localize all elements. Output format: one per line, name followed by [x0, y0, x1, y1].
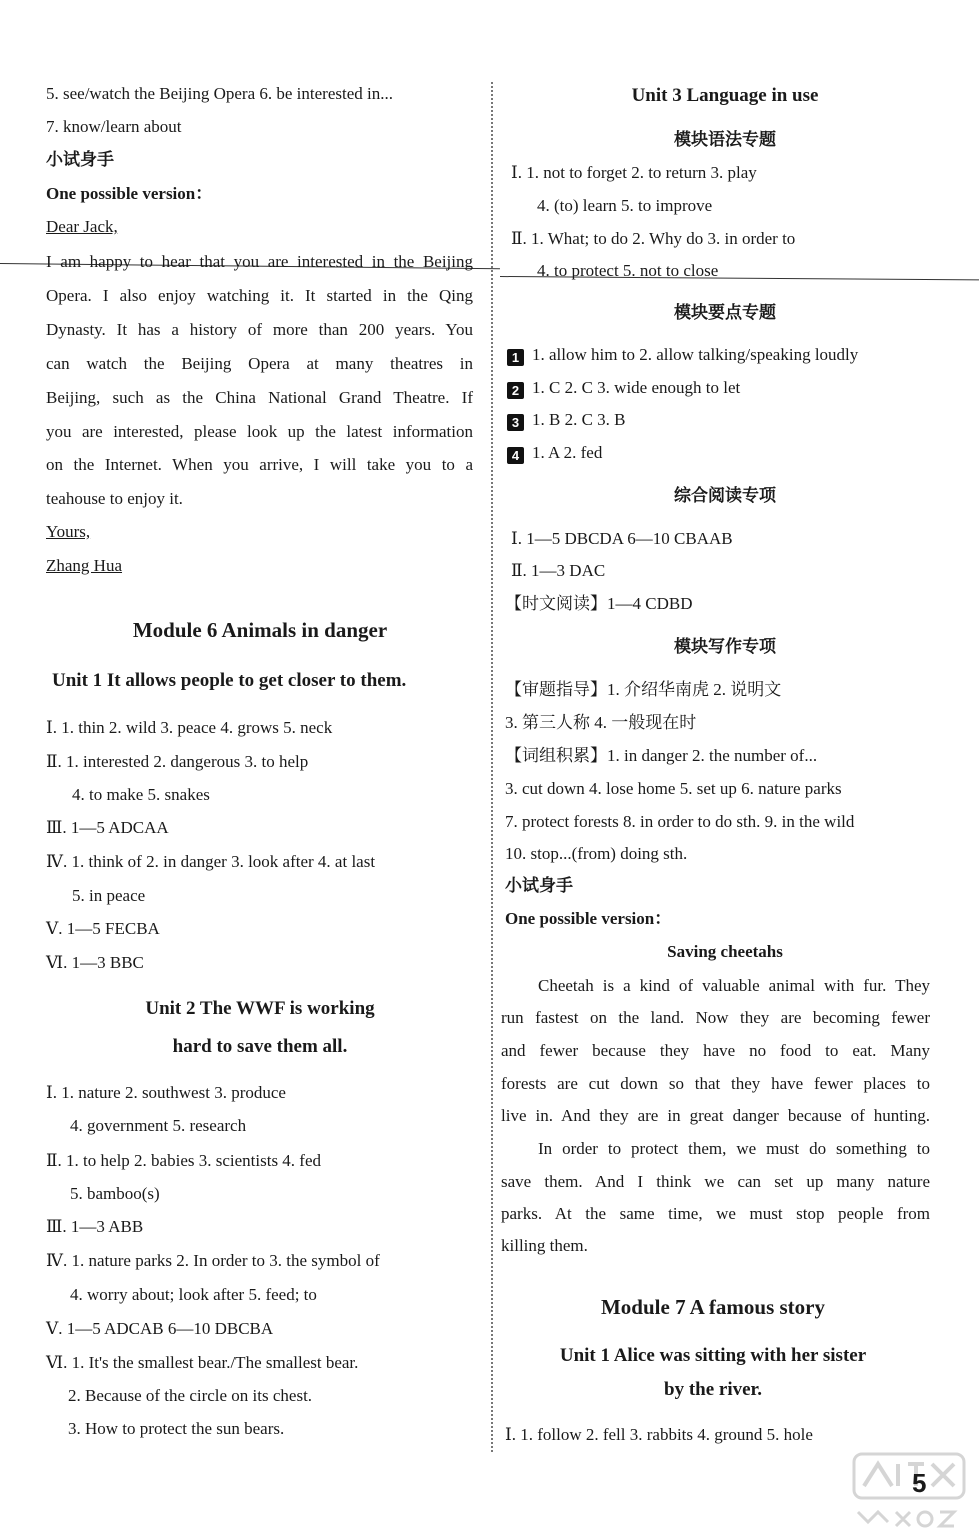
- answer-line: Ⅰ. 1. thin 2. wild 3. peace 4. grows 5. neck: [46, 718, 333, 737]
- answer-line: 4. (to) learn 5. to improve: [537, 196, 713, 215]
- letter-line: Dynasty. It has a history of more than 200 years. You: [46, 320, 473, 339]
- essay-line: live in. And they are in great danger because of hunting.: [501, 1106, 930, 1125]
- answer-line: 2. Because of the circle on its chest.: [68, 1386, 313, 1405]
- answer-line: 10. stop...(from) doing sth.: [505, 844, 688, 863]
- answer-line: 4. government 5. research: [70, 1116, 247, 1135]
- essay-line: killing them.: [501, 1236, 588, 1255]
- answer-line: 5. in peace: [72, 886, 146, 905]
- letter-line: can watch the Beijing Opera at many theatres in: [46, 354, 473, 373]
- essay-title: Saving cheetahs: [667, 942, 783, 961]
- number-badge: 4: [507, 447, 524, 464]
- answer-line: Ⅲ. 1—3 ABB: [46, 1217, 144, 1236]
- answer-line: 3. How to protect the sun bears.: [68, 1419, 285, 1438]
- watermark-logo: [850, 1450, 968, 1530]
- key-points-section-title: 模块要点专题: [674, 303, 776, 322]
- answer-line: Ⅱ. 1—3 DAC: [511, 561, 606, 580]
- reading-section-title: 综合阅读专项: [674, 486, 776, 505]
- answer-line: Ⅱ. 1. to help 2. babies 3. scientists 4. fed: [46, 1151, 322, 1170]
- answer-line: 【时文阅读】1—4 CDBD: [505, 594, 693, 613]
- key-answer-row: [507, 410, 626, 431]
- number-badge: 1: [507, 349, 524, 366]
- letter-signature: Zhang Hua: [46, 556, 123, 575]
- unit-3-title: Unit 3 Language in use: [631, 85, 819, 106]
- answer-line: 【词组积累】1. in danger 2. the number of...: [505, 746, 818, 765]
- try-label: 小试身手: [505, 876, 573, 895]
- essay-line: forests are cut down so that they have fewer places to: [501, 1074, 930, 1093]
- answer-line: 5. see/watch the Beijing Opera 6. be interested in...: [46, 84, 393, 103]
- answer-text: 1. allow him to 2. allow talking/speaking loudly: [532, 345, 859, 364]
- page-number: 5: [912, 1468, 927, 1498]
- letter-line: Beijing, such as the China National Grand Theatre. If: [46, 388, 473, 407]
- key-answer-row: [507, 378, 740, 399]
- answer-line: Ⅱ. 1. What; to do 2. Why do 3. in order to: [511, 229, 796, 248]
- number-badge: 3: [507, 414, 524, 431]
- answer-line: Ⅲ. 1—5 ADCAA: [46, 818, 169, 837]
- letter-line: teahouse to enjoy it.: [46, 489, 183, 508]
- module-7-unit-1-title: Unit 1 Alice was sitting with her sister: [559, 1345, 867, 1366]
- answer-line: 4. worry about; look after 5. feed; to: [70, 1285, 317, 1304]
- essay-line: parks. At the same time, we must stop people from: [501, 1204, 930, 1223]
- answer-text: 1. C 2. C 3. wide enough to let: [532, 378, 741, 397]
- grammar-section-title: 模块语法专题: [674, 130, 776, 149]
- answer-line: Ⅴ. 1—5 ADCAB 6—10 DBCBA: [46, 1319, 274, 1338]
- essay-line: In order to protect them, we must do something to: [538, 1139, 930, 1158]
- letter-line: Opera. I also enjoy watching it. It started in the Qing: [46, 286, 473, 305]
- version-label: One possible version：: [505, 909, 672, 928]
- letter-greeting: Dear Jack,: [46, 217, 118, 236]
- number-badge: 2: [507, 382, 524, 399]
- answer-text: 1. B 2. C 3. B: [532, 410, 626, 429]
- letter-closing: Yours,: [46, 522, 91, 541]
- letter-line: you are interested, please look up the latest information: [46, 422, 473, 441]
- module-7-title: Module 7 A famous story: [600, 1295, 825, 1319]
- answer-line: 3. cut down 4. lose home 5. set up 6. nature parks: [505, 779, 842, 798]
- unit-2-title: Unit 2 The WWF is working: [145, 998, 375, 1019]
- answer-line: Ⅵ. 1. It's the smallest bear./The smallest bear.: [46, 1353, 359, 1372]
- writing-section-title: 模块写作专项: [674, 637, 776, 656]
- try-label: 小试身手: [46, 150, 114, 169]
- key-answer-row: [507, 443, 602, 464]
- answer-line: 7. protect forests 8. in order to do sth. 9. in the wild: [505, 812, 855, 831]
- answer-line: 5. bamboo(s): [70, 1184, 160, 1203]
- answer-line: 4. to make 5. snakes: [72, 785, 210, 804]
- answer-line: Ⅳ. 1. nature parks 2. In order to 3. the symbol of: [46, 1251, 380, 1270]
- answer-line: Ⅰ. 1—5 DBCDA 6—10 CBAAB: [511, 529, 733, 548]
- answer-line: Ⅰ. 1. follow 2. fell 3. rabbits 4. ground 5. hole: [505, 1425, 813, 1444]
- answer-line: Ⅳ. 1. think of 2. in danger 3. look after 4. at last: [46, 852, 376, 871]
- module-7-unit-1-title-cont: by the river.: [664, 1379, 762, 1400]
- essay-line: Cheetah is a kind of valuable animal with fur. They: [538, 976, 930, 995]
- answer-line: Ⅱ. 1. interested 2. dangerous 3. to help: [46, 752, 309, 771]
- answer-text: 1. A 2. fed: [532, 443, 603, 462]
- key-answer-row: [507, 345, 858, 366]
- essay-line: and fewer because they have no food to eat. Many: [501, 1041, 930, 1060]
- unit-1-title: Unit 1 It allows people to get closer to them.: [52, 670, 407, 691]
- answer-line: Ⅰ. 1. not to forget 2. to return 3. play: [511, 163, 757, 182]
- answer-line: 【审题指导】1. 介绍华南虎 2. 说明文: [505, 680, 782, 699]
- answer-line: Ⅴ. 1—5 FECBA: [46, 919, 160, 938]
- letter-line: on the Internet. When you arrive, I will take you to a: [46, 455, 473, 474]
- answer-line: 4. to protect 5. not to close: [537, 261, 719, 280]
- essay-line: save them. And I think we can set up many nature: [501, 1172, 930, 1191]
- answer-line: 3. 第三人称 4. 一般现在时: [505, 713, 697, 732]
- module-6-title: Module 6 Animals in danger: [132, 618, 388, 642]
- letter-line: I am happy to hear that you are interested in the Beijing: [46, 252, 473, 271]
- essay-line: run fastest on the land. Now they are becoming fewer: [501, 1008, 930, 1027]
- unit-2-title-cont: hard to save them all.: [172, 1036, 348, 1057]
- version-label: One possible version：: [46, 184, 213, 203]
- answer-line: Ⅰ. 1. nature 2. southwest 3. produce: [46, 1083, 286, 1102]
- column-divider: [491, 82, 493, 1452]
- answer-line: Ⅵ. 1—3 BBC: [46, 953, 144, 972]
- answer-line: 7. know/learn about: [46, 117, 182, 136]
